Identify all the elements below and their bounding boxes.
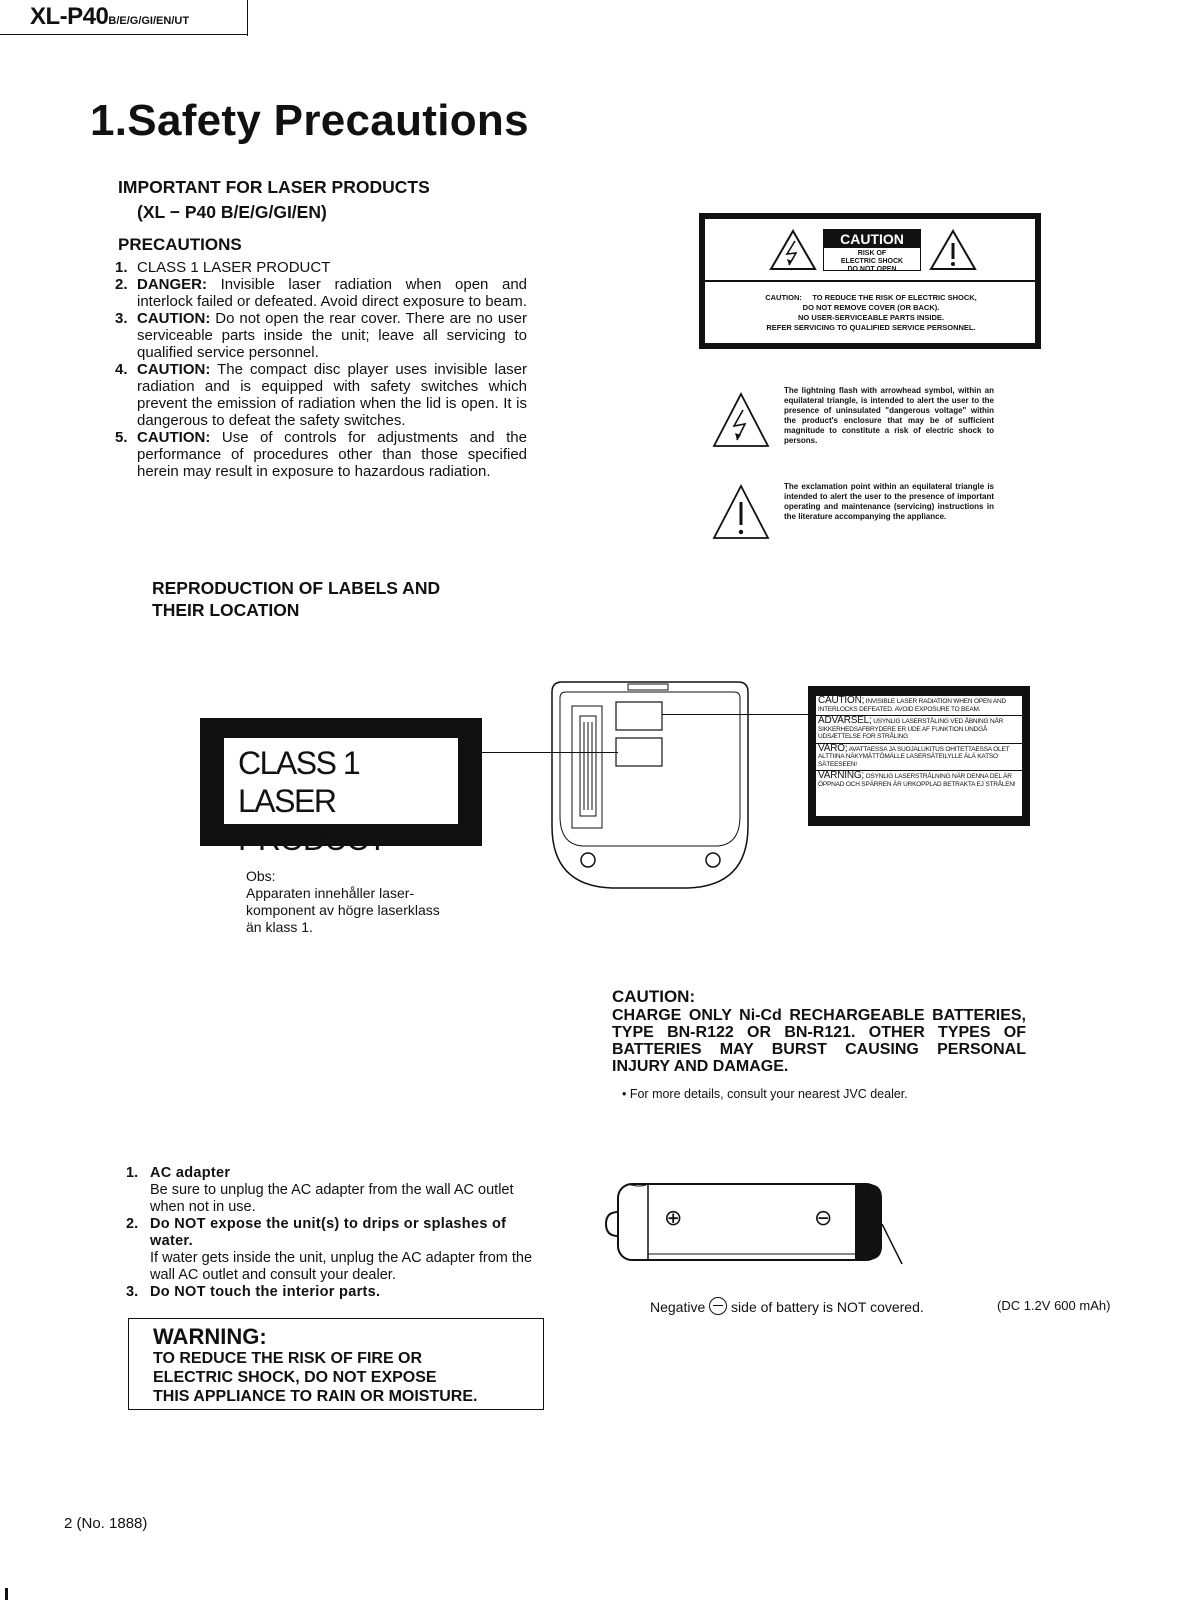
general-text: Be sure to unplug the AC adapter from the wall AC outlet when not in use. [150, 1182, 514, 1215]
multilang-keyword: VARO; [818, 742, 848, 754]
caution-divider [705, 280, 1035, 282]
obs-text: Apparaten innehåller laser-komponent av högre laserklass än klass 1. [246, 885, 440, 935]
precaution-text: Invisible laser radiation when open and interlock failed or defeated. Avoid direct exposure to beam. [137, 276, 527, 310]
negative-circle-icon [709, 1297, 727, 1315]
warning-line3: THIS APPLIANCE TO RAIN OR MOISTURE. [153, 1388, 478, 1405]
battery-caution-title: CAUTION: [612, 987, 696, 1006]
multilang-text: INVISIBLE LASER RADIATION WHEN OPEN AND INTERLOCKS DEFEATED. AVOID EXPOSURE TO BEAM. [818, 698, 1006, 713]
model-suffix: B/E/G/GI/EN/UT [108, 15, 190, 27]
warning-box [128, 1318, 544, 1410]
labels-heading-line2: THEIR LOCATION [152, 600, 300, 620]
precaution-text: The compact disc player uses invisible laser radiation and is equipped with safety switches which prevent the emission of radiation when the lid is open. It is dangerous to defeat the safety switches. [137, 361, 527, 429]
caution-lead: CAUTION: [765, 293, 802, 302]
precaution-keyword: DANGER: [137, 276, 207, 293]
warning-line2: ELECTRIC SHOCK, DO NOT EXPOSE [153, 1369, 437, 1386]
general-title: Do NOT expose the unit(s) to drips or splashes of water. [150, 1216, 507, 1249]
lightning-symbol-icon [712, 392, 770, 448]
caution-body [711, 293, 1031, 333]
warning-title: WARNING: [153, 1324, 267, 1349]
precaution-item [115, 259, 527, 276]
class1-line1: CLASS 1 [238, 745, 360, 781]
precautions-heading: PRECAUTIONS [118, 235, 242, 254]
labels-heading [152, 577, 440, 621]
caution-label [699, 213, 1041, 349]
general-item [126, 1165, 546, 1216]
caution-banner: CAUTION [824, 230, 920, 248]
lightning-explanation: The lightning flash with arrowhead symbol, within an equilateral triangle, is intended to alert the user to the presence of uninsulated "dangerous voltage" within the product's enclosure that may be of sufficient magnitude to constitute a risk of electric shock to persons. [784, 386, 994, 445]
precaution-keyword: CAUTION: [137, 429, 211, 446]
precaution-keyword: CAUTION: [137, 310, 211, 327]
caution-line2: DO NOT REMOVE COVER (OR BACK). [802, 303, 940, 312]
multilang-keyword: ADVARSEL; [818, 715, 872, 726]
precaution-keyword: CAUTION: [137, 361, 211, 378]
header-rule [0, 34, 247, 35]
battery-caution-line2: TYPE BN-R122 OR BN-R121. OTHER TYPES OF [612, 1024, 1026, 1041]
minus-terminal-icon: ⊖ [814, 1205, 833, 1230]
precaution-number: 5. [115, 429, 128, 446]
multilang-keyword: VARNING; [818, 770, 864, 781]
general-item [126, 1284, 546, 1301]
multilang-text: OSYNLIG LASERSTRÅLNING NÄR DENNA DEL ÄR ÖPPNAD OCH SPÄRREN ÄR URKOPPLAD BETRAKTA EJ STRÅLEN! [818, 773, 1016, 788]
multilang-row [816, 744, 1022, 772]
multilang-row [816, 696, 1022, 716]
labels-heading-line1: REPRODUCTION OF LABELS AND [152, 578, 441, 598]
plus-terminal-icon: ⊕ [664, 1205, 683, 1230]
header-divider [247, 0, 248, 36]
multilang-keyword: CAUTION; [818, 695, 865, 706]
negative-label: Negative [650, 1299, 706, 1315]
precaution-item [115, 276, 527, 310]
class1-text [224, 738, 458, 857]
page-number: 2 (No. 1888) [64, 1515, 148, 1532]
general-precautions [126, 1165, 546, 1301]
precaution-text: Do not open the rear cover. There are no user serviceable parts inside the unit; leave all servicing to qualified service personnel. [137, 310, 527, 361]
model-name: XL-P40 [30, 3, 109, 30]
battery-drawing [600, 1178, 910, 1274]
general-title: AC adapter [150, 1165, 231, 1181]
precautions-list [115, 259, 527, 480]
caution-line1: TO REDUCE THE RISK OF ELECTRIC SHOCK, [812, 293, 977, 302]
multilang-label [808, 686, 1030, 826]
class1-label [200, 718, 482, 857]
precaution-number: 4. [115, 361, 128, 378]
general-number: 2. [126, 1216, 139, 1232]
battery-spec: (DC 1.2V 600 mAh) [997, 1298, 1111, 1313]
multilang-row [816, 771, 1022, 790]
caution-line4: REFER SERVICING TO QUALIFIED SERVICE PERSONNEL. [766, 323, 976, 332]
negative-side-note [650, 1297, 924, 1317]
caution-line3: NO USER-SERVICEABLE PARTS INSIDE. [798, 313, 944, 322]
general-text: If water gets inside the unit, unplug the AC adapter from the wall AC outlet and consult your dealer. [150, 1250, 533, 1283]
exclamation-symbol-icon [712, 484, 770, 540]
precaution-item [115, 429, 527, 480]
multilang-text: AVATTAESSA JA SUOJALUKITUS OHITETTAESSA OLET ALTTIINA NÄKYMÄTTÖMÄLLE LASERSÄTEILYLLE ÄLÄ KATSO SÄTEESEEN! [818, 745, 1010, 768]
general-number: 1. [126, 1165, 139, 1181]
dealer-note: • For more details, consult your nearest JVC dealer. [622, 1087, 908, 1101]
exclamation-explanation: The exclamation point within an equilateral triangle is intended to alert the user to the presence of important operating and maintenance (servicing) instructions in the literature accompanying the appliance. [784, 482, 994, 521]
warning-line1: TO REDUCE THE RISK OF FIRE OR [153, 1350, 423, 1367]
multilang-row [816, 716, 1022, 744]
exclamation-triangle-icon [929, 229, 977, 271]
battery-caution-line4: INJURY AND DAMAGE. [612, 1058, 789, 1075]
battery-caution-line3: BATTERIES MAY BURST CAUSING PERSONAL [612, 1041, 1026, 1058]
precaution-number: 1. [115, 259, 128, 276]
precaution-text: CLASS 1 LASER PRODUCT [137, 259, 331, 276]
battery-caution-line1: CHARGE ONLY Ni-Cd RECHARGEABLE BATTERIES, [612, 1007, 1026, 1024]
caution-banner-box [823, 229, 921, 271]
precaution-number: 2. [115, 276, 128, 293]
multilang-list [816, 696, 1022, 816]
general-item [126, 1216, 546, 1284]
precaution-text: Use of controls for adjustments and the performance of procedures other than those specified herein may result in exposure to hazardous radiation. [137, 429, 527, 480]
obs-note [246, 868, 456, 936]
precaution-number: 3. [115, 310, 128, 327]
risk-text: RISK OF ELECTRIC SHOCK DO NOT OPEN [840, 250, 904, 273]
page-title: 1.Safety Precautions [90, 96, 529, 145]
laser-heading: IMPORTANT FOR LASER PRODUCTS [118, 177, 430, 197]
class1-line2: LASER PRODUCT [238, 783, 386, 857]
general-title: Do NOT touch the interior parts. [150, 1284, 381, 1300]
battery-caution [612, 988, 1026, 1075]
laser-subheading: (XL − P40 B/E/G/GI/EN) [137, 202, 327, 222]
precaution-item [115, 310, 527, 361]
edge-mark [5, 1588, 8, 1600]
lightning-triangle-icon [769, 229, 817, 271]
negative-note-text: side of battery is NOT covered. [731, 1299, 924, 1315]
model-header [30, 3, 189, 31]
precaution-item [115, 361, 527, 429]
multilang-leader-line [662, 714, 809, 715]
general-number: 3. [126, 1284, 139, 1300]
device-rear-drawing [548, 676, 752, 894]
obs-title: Obs: [246, 868, 276, 884]
multilang-text: USYNLIG LASERSTÅLING VED ÅBNING NÅR SIKKERHEDSAFBRYDERE ER UDE AF FUNKTION UNDGÅ UDSÆTTELSE FOR STRÅLING [818, 718, 1004, 740]
